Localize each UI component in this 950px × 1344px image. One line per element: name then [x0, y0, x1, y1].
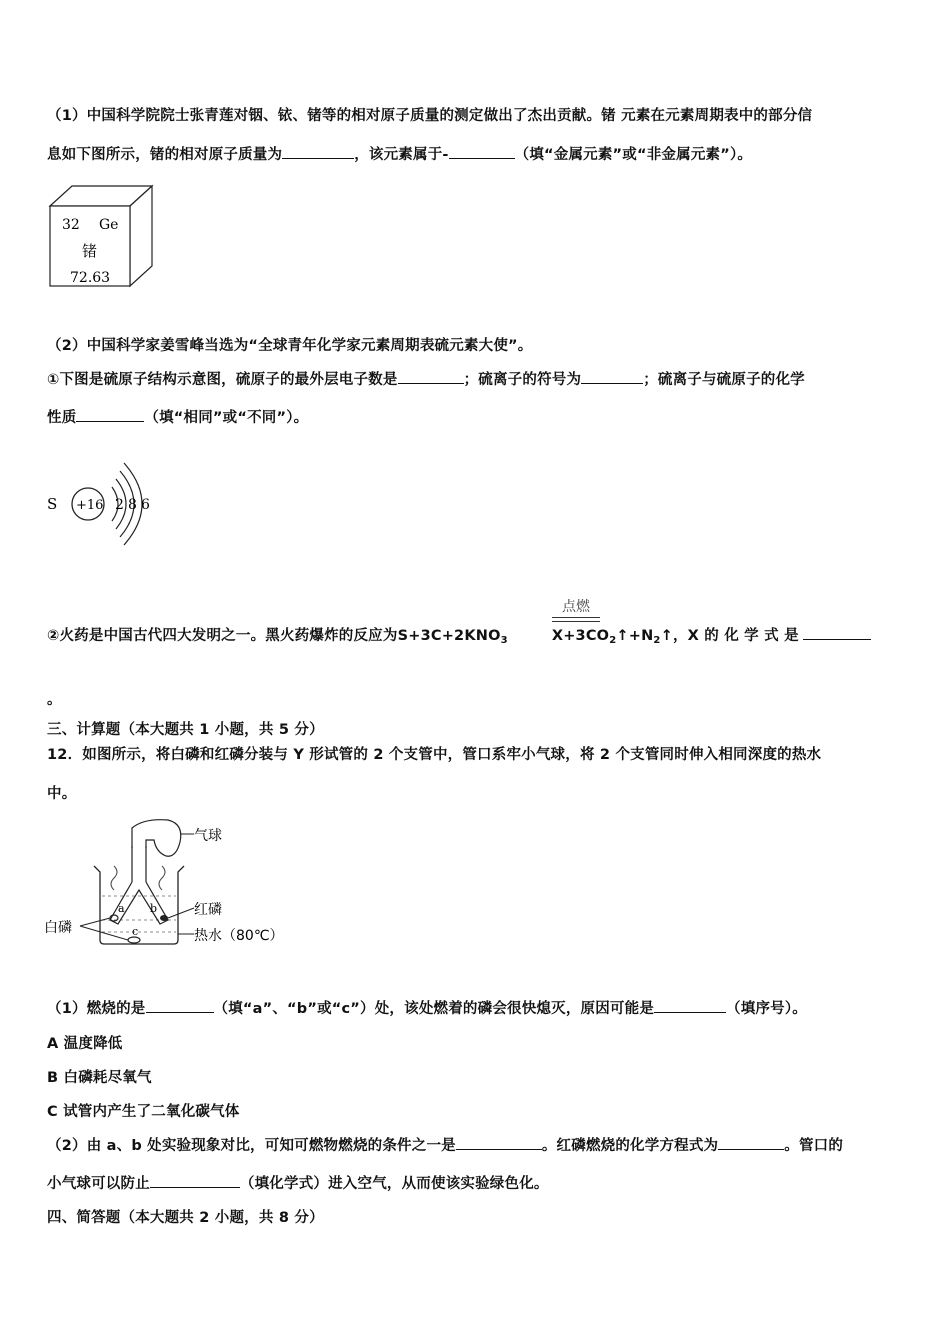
ion-symbol-blank[interactable]: [581, 369, 643, 384]
label-a: a: [118, 902, 125, 915]
element-name: 锗: [82, 242, 98, 260]
q12-line1: 12．如图所示，将白磷和红磷分装与 Y 形试管的 2 个支管中，管口系牢小气球，将 2 个支管同时伸入相同深度的热水: [47, 747, 822, 763]
q12-sub2-e: （填化学式）进入空气，从而使该实验绿色化。: [239, 1176, 549, 1192]
section4-heading: 四、简答题（本大题共 2 小题，共 8 分）: [47, 1210, 324, 1226]
q1-line1: （1）中国科学院院士张青莲对铟、铱、锗等的相对原子质量的测定做出了杰出贡献。锗 元素在元素周期表中的部分信: [47, 108, 813, 124]
mass-blank[interactable]: [282, 144, 354, 159]
condition-blank[interactable]: [456, 1135, 542, 1150]
x-formula-blank[interactable]: [803, 625, 871, 640]
reaction-rhs-a: X+3CO: [551, 628, 610, 644]
reason-blank[interactable]: [654, 998, 726, 1013]
element-card-figure: [46, 184, 158, 290]
q1-text-b: ，该元素属于-: [354, 147, 449, 163]
shell-1: 2: [115, 497, 124, 513]
element-number: 32: [62, 217, 80, 233]
lhs-subscript: 3: [500, 635, 508, 646]
element-mass: 72.63: [70, 270, 111, 286]
q2-p1-line1: [47, 368, 805, 389]
shell-2: 8: [128, 497, 137, 513]
q12-sub2-line1: [47, 1134, 843, 1155]
metal-type-blank[interactable]: [449, 144, 515, 159]
label-balloon: 气球: [194, 828, 222, 844]
q12-sub1: [47, 997, 807, 1018]
q3-line: [47, 624, 907, 646]
option-c: C 试管内产生了二氧化碳气体: [47, 1104, 240, 1120]
q2-text-a: ①下图是硫原子结构示意图，硫原子的最外层电子数是: [47, 372, 398, 388]
q2-text-c: ；硫离子与硫原子的化学: [643, 372, 805, 388]
reaction-condition: [552, 596, 600, 622]
burning-location-blank[interactable]: [146, 998, 214, 1013]
equation-blank[interactable]: [718, 1135, 784, 1150]
label-b: b: [150, 902, 158, 915]
condition-label: 点燃: [562, 599, 590, 615]
y-tube-apparatus: [44, 816, 304, 950]
q2-p1-line2: [47, 406, 308, 427]
q1-line2: [47, 143, 752, 164]
q12-sub2-c: 。管口的: [784, 1138, 844, 1154]
q12-sub2-a: （2）由 a、b 处实验现象对比，可知可燃物燃烧的条件之一是: [47, 1138, 456, 1154]
label-hot-water: 热水（80℃）: [194, 928, 284, 944]
label-red-p: 红磷: [194, 902, 222, 918]
sulfur-atom-diagram: [44, 445, 164, 565]
q12-sub2-line2: [47, 1172, 549, 1193]
equals-sign: [552, 617, 600, 622]
q12-sub1-c: （填序号）。: [726, 1001, 807, 1017]
section3-heading: 三、计算题（本大题共 1 小题，共 5 分）: [47, 722, 324, 738]
label-c: c: [132, 925, 139, 938]
reaction-rhs-c: ↑，X 的 化 学 式 是: [660, 628, 799, 644]
nucleus-charge: +16: [76, 498, 104, 513]
outer-electron-blank[interactable]: [398, 369, 464, 384]
shell-3: 6: [141, 497, 150, 513]
q2-text-e: （填“相同”或“不同”）。: [144, 410, 309, 426]
option-a: A 温度降低: [47, 1036, 123, 1052]
q12-line2: 中。: [47, 786, 77, 802]
q1-text-c: （填“金属元素”或“非金属元素”）。: [514, 147, 753, 163]
formula-blank[interactable]: [150, 1173, 240, 1188]
reaction-lhs: ②火药是中国古代四大发明之一。黑火药爆炸的反应为S+3C+2KNO: [47, 628, 501, 644]
label-white-p: 白磷: [44, 920, 72, 936]
q12-sub2-b: 。红磷燃烧的化学方程式为: [541, 1138, 719, 1154]
element-symbol: Ge: [99, 217, 119, 233]
reaction-rhs-b: ↑+N: [616, 628, 654, 644]
q12-sub1-a: （1）燃烧的是: [47, 1001, 146, 1017]
q2-text-d: 性质: [47, 410, 77, 426]
property-blank[interactable]: [76, 407, 144, 422]
q1-text-a: 息如下图所示，锗的相对原子质量为: [47, 147, 283, 163]
q2-text-b: ；硫离子的符号为: [463, 372, 582, 388]
rhs-subscript: 2: [609, 635, 617, 646]
option-b: B 白磷耗尽氧气: [47, 1070, 152, 1086]
q2-title: （2）中国科学家姜雪峰当选为“全球青年化学家元素周期表硫元素大使”。: [47, 338, 533, 354]
q12-sub1-b: （填“a”、“b”或“c”）处，该处燃着的磷会很快熄灭，原因可能是: [213, 1001, 655, 1017]
q12-sub2-d: 小气球可以防止: [47, 1176, 150, 1192]
atom-symbol: S: [47, 495, 58, 513]
q3-period: 。: [47, 692, 62, 708]
rhs-subscript-2: 2: [653, 635, 661, 646]
